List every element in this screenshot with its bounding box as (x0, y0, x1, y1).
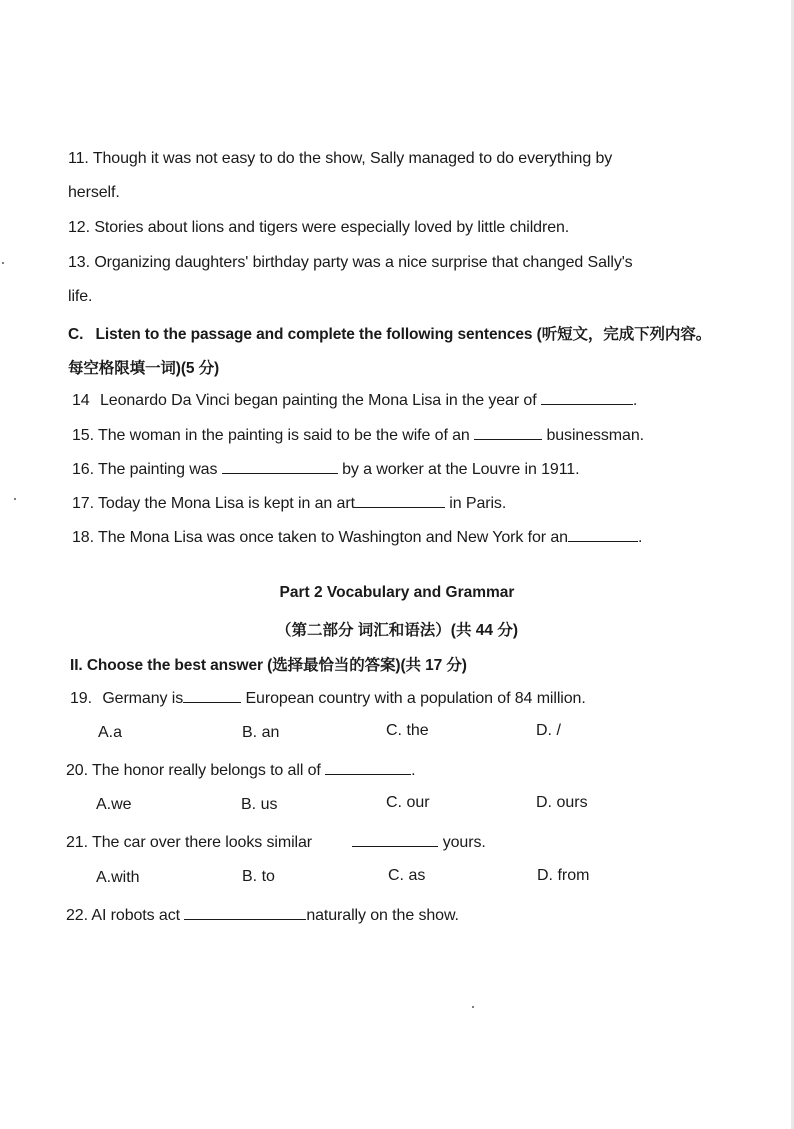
option-b[interactable]: B. to (242, 868, 275, 885)
fill-item-14 (72, 390, 637, 410)
fill-item-16 (72, 459, 579, 479)
item-text: The woman in the painting is said to be the wife of an (98, 427, 470, 444)
section-c-heading-2: 每空格限填一词)(5 分) (68, 360, 220, 377)
item-text: Germany is (102, 690, 184, 707)
item-text: The honor really belongs to all of (92, 762, 321, 779)
option-b[interactable]: B. an (242, 724, 280, 741)
item-text-end: in Paris. (449, 495, 507, 512)
answer-blank[interactable] (222, 459, 338, 474)
item-number: 16. (72, 461, 94, 478)
item-number: 15. (72, 427, 94, 444)
item-number: 20. (66, 762, 88, 779)
answer-blank[interactable] (325, 760, 411, 775)
item-number: 13. (68, 254, 90, 271)
answer-blank[interactable] (568, 527, 638, 542)
mc-item-20 (66, 760, 415, 780)
answer-blank[interactable] (355, 493, 445, 508)
item-text-end: businessman. (546, 427, 644, 444)
item-text: The Mona Lisa was once taken to Washington and New York for an (98, 529, 568, 546)
option-a[interactable]: A.with (96, 869, 140, 886)
item-number: 22. (66, 907, 88, 924)
item-number: 18. (72, 529, 94, 546)
item-number: 17. (72, 495, 94, 512)
mc-item-21 (66, 832, 486, 852)
option-b[interactable]: B. us (241, 796, 278, 813)
item-text-end: . (632, 392, 638, 409)
answer-blank[interactable] (352, 832, 438, 847)
item-text-end: yours. (442, 834, 486, 851)
item-text-end: European country with a population of 84 million. (245, 690, 586, 707)
item-11-line-2: herself. (68, 184, 120, 201)
fill-item-17 (72, 493, 506, 513)
scan-speck (2, 262, 4, 264)
item-text-end: by a worker at the Louvre in 1911. (342, 461, 580, 478)
item-number: 21. (66, 834, 88, 851)
item-number: 19. (70, 690, 92, 707)
item-number: 12. (68, 219, 90, 236)
section-c-heading (68, 322, 711, 344)
item-text: AI robots act (91, 907, 180, 924)
answer-blank[interactable] (184, 905, 306, 920)
fill-item-15 (72, 425, 644, 445)
item-text: Though it was not easy to do the show, Sally managed to do everything by (92, 150, 613, 167)
option-c[interactable]: C. the (386, 722, 429, 739)
item-13-line-2: life. (68, 288, 93, 305)
item-12-line (68, 219, 569, 237)
mc-item-19 (70, 688, 586, 708)
item-text: Leonardo Da Vinci began painting the Mona Lisa in the year of (99, 392, 537, 409)
option-d[interactable]: D. ours (536, 794, 588, 811)
section-ii-heading: II. Choose the best answer (选择最恰当的答案)(共 17 分) (70, 657, 467, 674)
scan-speck (472, 1006, 474, 1008)
option-a[interactable]: A.we (96, 796, 132, 813)
section-title: Listen to the passage and complete the following sentences (听短文，完成下列内容。 (95, 326, 712, 343)
scan-speck (14, 498, 16, 500)
item-13-line-1 (68, 254, 633, 272)
mc-item-22 (66, 905, 459, 925)
option-c[interactable]: C. our (386, 794, 430, 811)
item-text: The car over there looks similar (92, 834, 313, 851)
option-a[interactable]: A.a (98, 724, 123, 741)
section-label: C. (68, 326, 84, 343)
part-2-title: Part 2 Vocabulary and Grammar (279, 584, 515, 601)
fill-item-18 (72, 527, 642, 547)
option-d[interactable]: D. from (537, 867, 590, 884)
item-text: The painting was (98, 461, 218, 478)
answer-blank[interactable] (541, 390, 633, 405)
item-text: Organizing daughters' birthday party was a nice surprise that changed Sally's (94, 254, 633, 271)
item-text-end: naturally on the show. (306, 907, 459, 924)
answer-blank[interactable] (183, 688, 241, 703)
item-number: 14 (72, 392, 90, 409)
part-2-subtitle: （第二部分 词汇和语法）(共 44 分) (276, 622, 518, 639)
item-11-line-1 (68, 150, 612, 168)
item-text: Stories about lions and tigers were especially loved by little children. (94, 219, 570, 236)
item-text-end: . (637, 529, 643, 546)
option-d[interactable]: D. / (536, 722, 561, 739)
item-text: Today the Mona Lisa is kept in an art (98, 495, 355, 512)
option-c[interactable]: C. as (388, 867, 426, 884)
item-text-end: . (411, 762, 416, 779)
answer-blank[interactable] (474, 425, 542, 440)
item-number: 11. (68, 150, 89, 167)
